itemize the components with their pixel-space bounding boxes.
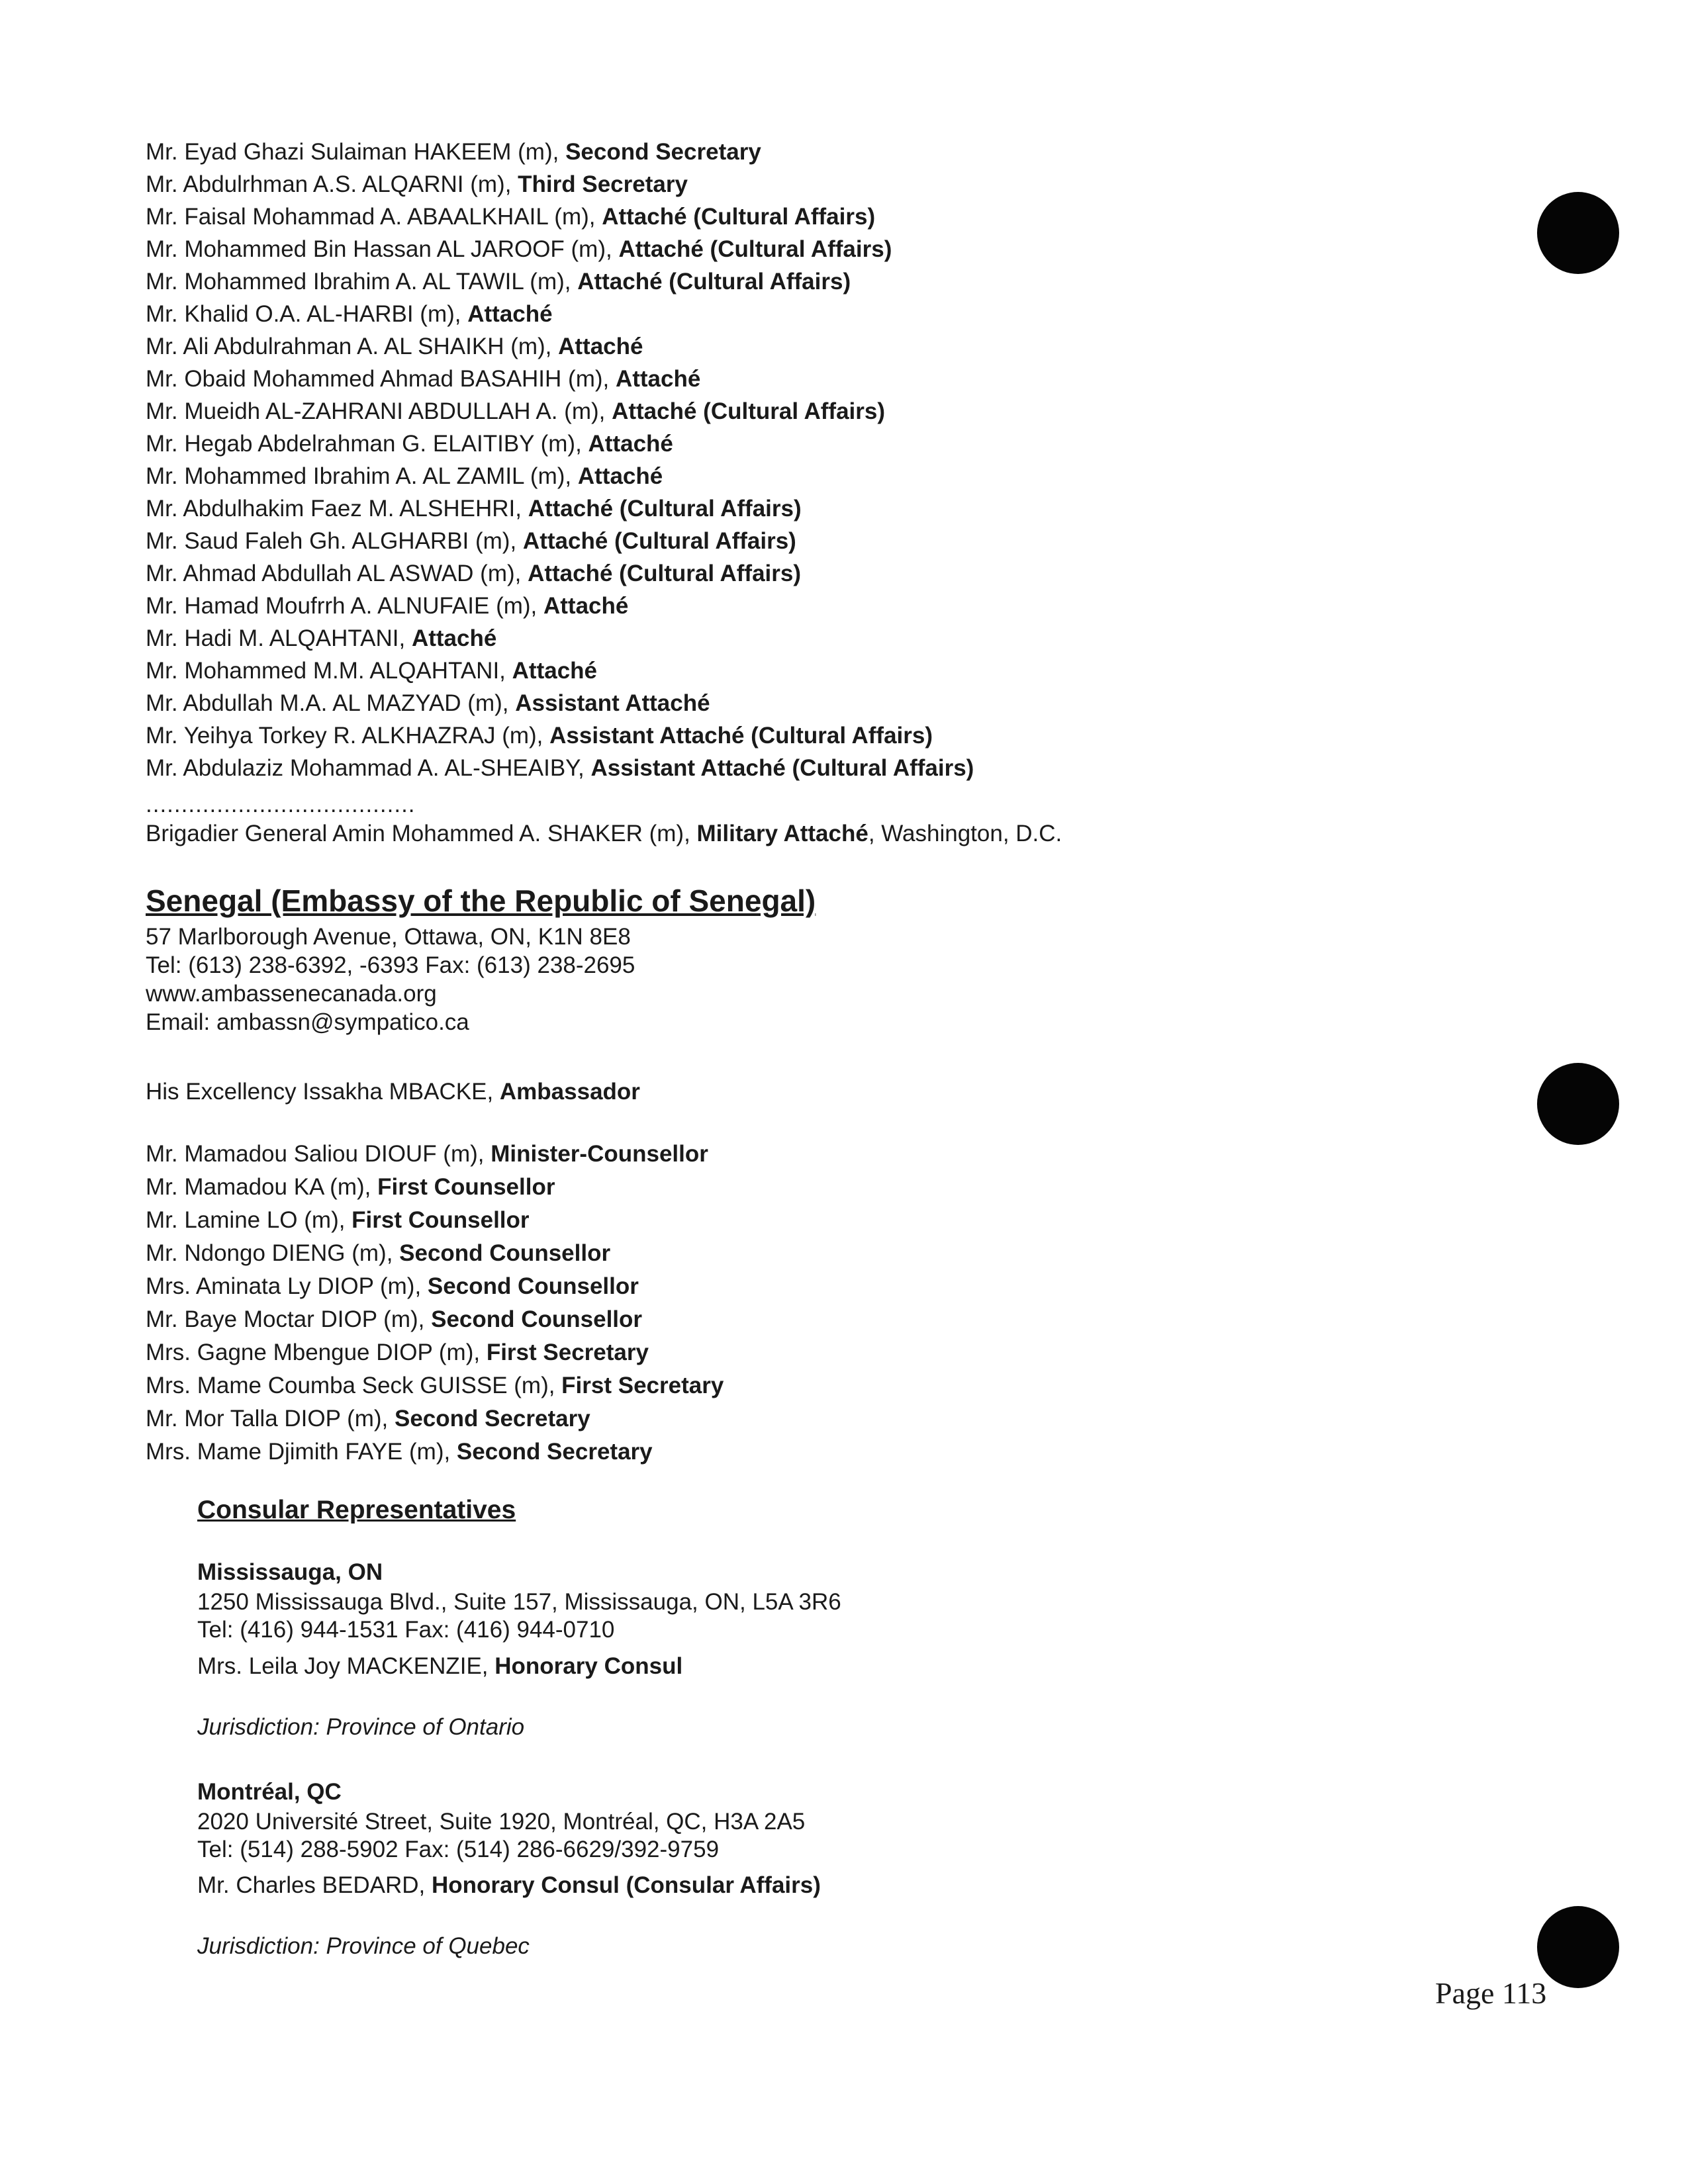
staff-entry: Mr. Mohammed Ibrahim A. AL TAWIL (m), Attaché (Cultural Affairs) bbox=[146, 269, 851, 295]
staff-entry: Mr. Hadi M. ALQAHTANI, Attaché bbox=[146, 625, 497, 651]
staff-entry: Mr. Faisal Mohammad A. ABAALKHAIL (m), Attaché (Cultural Affairs) bbox=[146, 204, 876, 230]
staff-entry: Mr. Mohammed M.M. ALQAHTANI, Attaché bbox=[146, 658, 598, 684]
separator-dots: ...................................... bbox=[146, 792, 416, 817]
staff-entry: Mrs. Gagne Mbengue DIOP (m), First Secretary bbox=[146, 1340, 649, 1365]
staff-entry: Mr. Lamine LO (m), First Counsellor bbox=[146, 1207, 530, 1233]
staff-entry: Mrs. Aminata Ly DIOP (m), Second Counsellor bbox=[146, 1273, 639, 1299]
staff-entry: Mrs. Mame Djimith FAYE (m), Second Secretary bbox=[146, 1439, 653, 1465]
staff-entry: Mr. Mamadou Saliou DIOUF (m), Minister-Counsellor bbox=[146, 1141, 708, 1167]
staff-entry: Mr. Abdullah M.A. AL MAZYAD (m), Assistant Attaché bbox=[146, 690, 710, 716]
staff-entry: Mrs. Mame Coumba Seck GUISSE (m), First Secretary bbox=[146, 1373, 724, 1398]
staff-entry: Mr. Khalid O.A. AL-HARBI (m), Attaché bbox=[146, 301, 553, 327]
consulate-phone-fax: Tel: (514) 288-5902 Fax: (514) 286-6629/392-9759 bbox=[197, 1837, 720, 1862]
embassy-email: Email: ambassn@sympatico.ca bbox=[146, 1009, 469, 1035]
section-heading-senegal: Senegal (Embassy of the Republic of Senegal) bbox=[146, 884, 816, 918]
staff-entry: Mr. Obaid Mohammed Ahmad BASAHIH (m), Attaché bbox=[146, 366, 701, 392]
consulate-jurisdiction: Jurisdiction: Province of Ontario bbox=[197, 1714, 525, 1740]
embassy-address: 57 Marlborough Avenue, Ottawa, ON, K1N 8E8 bbox=[146, 924, 631, 950]
staff-entry: Mr. Mohammed Bin Hassan AL JAROOF (m), Attaché (Cultural Affairs) bbox=[146, 236, 892, 262]
consulate-address: 1250 Mississauga Blvd., Suite 157, Mississauga, ON, L5A 3R6 bbox=[197, 1589, 841, 1615]
staff-entry: Mr. Hamad Moufrrh A. ALNUFAIE (m), Attaché bbox=[146, 593, 629, 619]
punch-hole-top bbox=[1537, 192, 1619, 274]
staff-entry: Mr. Mohammed Ibrahim A. AL ZAMIL (m), Attaché bbox=[146, 463, 663, 489]
staff-entry: Mr. Hegab Abdelrahman G. ELAITIBY (m), Attaché bbox=[146, 431, 673, 457]
consulate-address: 2020 Université Street, Suite 1920, Montréal, QC, H3A 2A5 bbox=[197, 1809, 806, 1835]
staff-entry: Mr. Baye Moctar DIOP (m), Second Counsellor bbox=[146, 1306, 643, 1332]
consulate-city: Mississauga, ON bbox=[197, 1559, 383, 1585]
staff-entry: Mr. Yeihya Torkey R. ALKHAZRAJ (m), Assistant Attaché (Cultural Affairs) bbox=[146, 723, 933, 749]
staff-entry: Mr. Eyad Ghazi Sulaiman HAKEEM (m), Second Secretary bbox=[146, 139, 761, 165]
punch-hole-bottom bbox=[1537, 1906, 1619, 1988]
consul-entry: Mrs. Leila Joy MACKENZIE, Honorary Consul bbox=[197, 1653, 683, 1679]
punch-hole-middle bbox=[1537, 1063, 1619, 1145]
consulate-jurisdiction: Jurisdiction: Province of Quebec bbox=[197, 1933, 530, 1959]
staff-entry: Mr. Saud Faleh Gh. ALGHARBI (m), Attaché (Cultural Affairs) bbox=[146, 528, 796, 554]
embassy-phone-fax: Tel: (613) 238-6392, -6393 Fax: (613) 238-2695 bbox=[146, 952, 635, 978]
page-number: Page 113 bbox=[1435, 1976, 1547, 2010]
embassy-website: www.ambassenecanada.org bbox=[146, 981, 437, 1007]
military-attache-entry: Brigadier General Amin Mohammed A. SHAKER (m), Military Attaché, Washington, D.C. bbox=[146, 821, 1062, 846]
staff-entry: Mr. Abdulaziz Mohammad A. AL-SHEAIBY, Assistant Attaché (Cultural Affairs) bbox=[146, 755, 974, 781]
ambassador-entry: His Excellency Issakha MBACKE, Ambassador bbox=[146, 1079, 640, 1105]
staff-entry: Mr. Abdulhakim Faez M. ALSHEHRI, Attaché (Cultural Affairs) bbox=[146, 496, 802, 522]
consulate-phone-fax: Tel: (416) 944-1531 Fax: (416) 944-0710 bbox=[197, 1617, 615, 1643]
consul-entry: Mr. Charles BEDARD, Honorary Consul (Consular Affairs) bbox=[197, 1872, 821, 1898]
staff-entry: Mr. Ndongo DIENG (m), Second Counsellor bbox=[146, 1240, 611, 1266]
consular-representatives-heading: Consular Representatives bbox=[197, 1496, 516, 1524]
consulate-city: Montréal, QC bbox=[197, 1779, 342, 1805]
staff-entry: Mr. Mueidh AL-ZAHRANI ABDULLAH A. (m), Attaché (Cultural Affairs) bbox=[146, 398, 886, 424]
staff-entry: Mr. Mamadou KA (m), First Counsellor bbox=[146, 1174, 555, 1200]
staff-entry: Mr. Abdulrhman A.S. ALQARNI (m), Third Secretary bbox=[146, 171, 688, 197]
staff-entry: Mr. Ali Abdulrahman A. AL SHAIKH (m), Attaché bbox=[146, 334, 643, 359]
staff-entry: Mr. Ahmad Abdullah AL ASWAD (m), Attaché (Cultural Affairs) bbox=[146, 561, 802, 586]
staff-entry: Mr. Mor Talla DIOP (m), Second Secretary bbox=[146, 1406, 590, 1432]
